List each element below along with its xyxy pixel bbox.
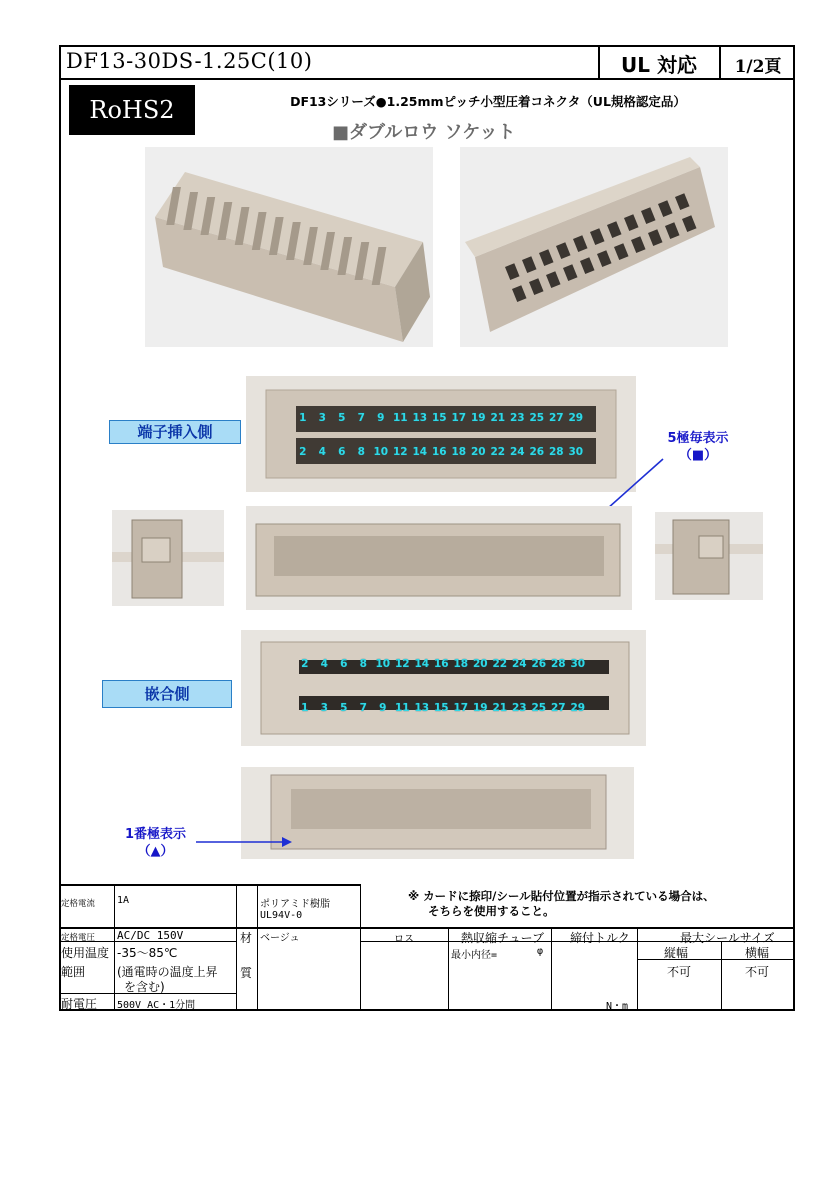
pin-label: 25 (531, 702, 547, 714)
pin-label: 20 (472, 658, 488, 670)
pin-label: 7 (357, 412, 365, 424)
ul-label: UL 対応 (621, 53, 697, 77)
rated-current-label: 定格電流 (61, 899, 96, 909)
spec-v-236 (236, 884, 237, 1011)
pin-label: 3 (318, 412, 326, 424)
pin-label: 5 (338, 412, 346, 424)
photo-side-view (246, 506, 632, 610)
pin-label: 30 (568, 446, 584, 458)
mating-side-top-pins (295, 658, 588, 670)
material-label-1: 材 (240, 931, 253, 945)
pin1-arrow-icon (196, 836, 296, 848)
pin-label: 13 (412, 412, 428, 424)
photo-mating-side (241, 630, 646, 746)
temp-note-1: (通電時の温度上昇 (117, 965, 218, 979)
spec-v-360 (360, 884, 361, 1011)
pin-label: 23 (509, 412, 525, 424)
rohs-badge: RoHS2 (69, 85, 195, 135)
photo-left-end (112, 510, 224, 606)
pin-label: 9 (377, 412, 385, 424)
width-value: 不可 (745, 965, 770, 979)
pin-label: 3 (320, 702, 328, 714)
pin-label: 6 (338, 446, 346, 458)
pin-label: 30 (570, 658, 586, 670)
photo-right-end (655, 512, 763, 600)
every5-line2: （■） (678, 448, 718, 463)
withstand-value: 500V AC・1分間 (117, 1000, 196, 1011)
pin-label: 14 (412, 446, 428, 458)
pin-label: 2 (299, 446, 307, 458)
pin-label: 28 (550, 658, 566, 670)
pin-label: 19 (470, 412, 486, 424)
spec-v-721 (721, 941, 722, 1011)
spec-v-448 (448, 927, 449, 1011)
rated-voltage-value: AC/DC 150V (117, 929, 184, 942)
spec-v-114 (114, 884, 115, 1011)
pin-label: 11 (394, 702, 410, 714)
mating-side-label: 嵌合側 (102, 680, 232, 708)
pin-label: 9 (379, 702, 387, 714)
photo-bottom-view (241, 767, 634, 859)
col-tube: 熱収縮チューブ (461, 931, 545, 945)
spec-r-seal (637, 959, 795, 960)
pin-label: 19 (472, 702, 488, 714)
pin-label: 22 (490, 446, 506, 458)
pin1-line2: （▲） (137, 844, 174, 859)
pin-label: 24 (509, 446, 525, 458)
note-line-2: そちらを使用すること。 (428, 904, 555, 918)
pin-label: 17 (453, 702, 469, 714)
pin-label: 7 (359, 702, 367, 714)
pin-label: 13 (414, 702, 430, 714)
pin-label: 10 (375, 658, 391, 670)
terminal-side-top-pins (293, 412, 586, 424)
col-seal: 最大シールサイズ (680, 931, 775, 945)
pin-label: 16 (431, 446, 447, 458)
pin-label: 20 (470, 446, 486, 458)
pin-label: 29 (568, 412, 584, 424)
pin-label: 8 (359, 658, 367, 670)
pin-label: 18 (453, 658, 469, 670)
every5-line1: 5極毎表示 (667, 431, 729, 446)
pin-label: 27 (550, 702, 566, 714)
temp-value: -35～85℃ (117, 946, 178, 960)
pin-label: 11 (392, 412, 408, 424)
pin-label: 4 (320, 658, 328, 670)
mating-side-bottom-pins (295, 702, 588, 714)
withstand-label: 耐電圧 (61, 997, 98, 1011)
temp-label-2: 範囲 (61, 965, 86, 979)
pin-label: 28 (548, 446, 564, 458)
page-number: 1/2頁 (734, 57, 782, 77)
pin-label: 23 (511, 702, 527, 714)
series-title: DF13シリーズ●1.25mmピッチ小型圧着コネクタ（UL規格認定品） (290, 94, 686, 109)
photo-connector-front (145, 147, 433, 347)
product-subtitle: ■ダブルロウ ソケット (332, 122, 516, 143)
pin-label: 2 (301, 658, 309, 670)
pin-label: 8 (357, 446, 365, 458)
pin-label: 5 (340, 702, 348, 714)
col-width: 横幅 (745, 946, 770, 960)
spec-v-551 (551, 927, 552, 1011)
header-divider (59, 78, 795, 80)
pin-label: 12 (394, 658, 410, 670)
pin-label: 26 (531, 658, 547, 670)
col-lot: ロス (394, 934, 414, 945)
part-number: DF13-30DS-1.25C(10) (66, 49, 313, 73)
pin1-marker-label (103, 826, 208, 860)
tube-min: 最小内径= (451, 950, 498, 961)
photo-terminal-side (246, 376, 636, 492)
pin-label: 24 (511, 658, 527, 670)
tube-phi: φ (537, 946, 544, 957)
spec-top (59, 884, 361, 886)
marking-note (408, 889, 715, 919)
pin-label: 26 (529, 446, 545, 458)
temp-label-1: 使用温度 (61, 946, 110, 960)
pin-label: 12 (392, 446, 408, 458)
pin-label: 21 (490, 412, 506, 424)
pin-label: 1 (299, 412, 307, 424)
pin-label: 29 (570, 702, 586, 714)
pin-label: 6 (340, 658, 348, 670)
temp-note-2: を含む) (124, 980, 165, 994)
material-1: ポリアミド樹脂 (260, 899, 330, 910)
pin-label: 15 (433, 702, 449, 714)
pin-label: 17 (451, 412, 467, 424)
spec-v-257 (257, 884, 258, 1011)
photo-connector-rear (460, 147, 728, 347)
material-2: UL94V-0 (260, 910, 303, 921)
pin-label: 21 (492, 702, 508, 714)
col-torque: 締付トルク (570, 931, 630, 945)
material-label-2: 質 (240, 966, 253, 980)
note-line-1: ※ カードに捺印/シール貼付位置が指示されている場合は、 (408, 889, 715, 903)
pin-label: 4 (318, 446, 326, 458)
pin-label: 25 (529, 412, 545, 424)
torque-unit: N・m (606, 1001, 629, 1012)
col-height: 縦幅 (664, 946, 689, 960)
material-3: ベージュ (260, 933, 300, 944)
pin-label: 22 (492, 658, 508, 670)
height-value: 不可 (667, 965, 692, 979)
terminal-side-label: 端子挿入側 (109, 420, 241, 444)
terminal-side-bottom-pins (293, 446, 586, 458)
rated-voltage-label: 定格電圧 (61, 933, 96, 943)
pin-label: 27 (548, 412, 564, 424)
rated-current-value: 1A (117, 895, 130, 906)
pin1-line1: 1番極表示 (124, 827, 187, 842)
pin-label: 15 (431, 412, 447, 424)
pin-label: 16 (433, 658, 449, 670)
pin-label: 10 (373, 446, 389, 458)
spec-v-637 (637, 927, 638, 1011)
pin-label: 18 (451, 446, 467, 458)
pin-label: 14 (414, 658, 430, 670)
pin-label: 1 (301, 702, 309, 714)
